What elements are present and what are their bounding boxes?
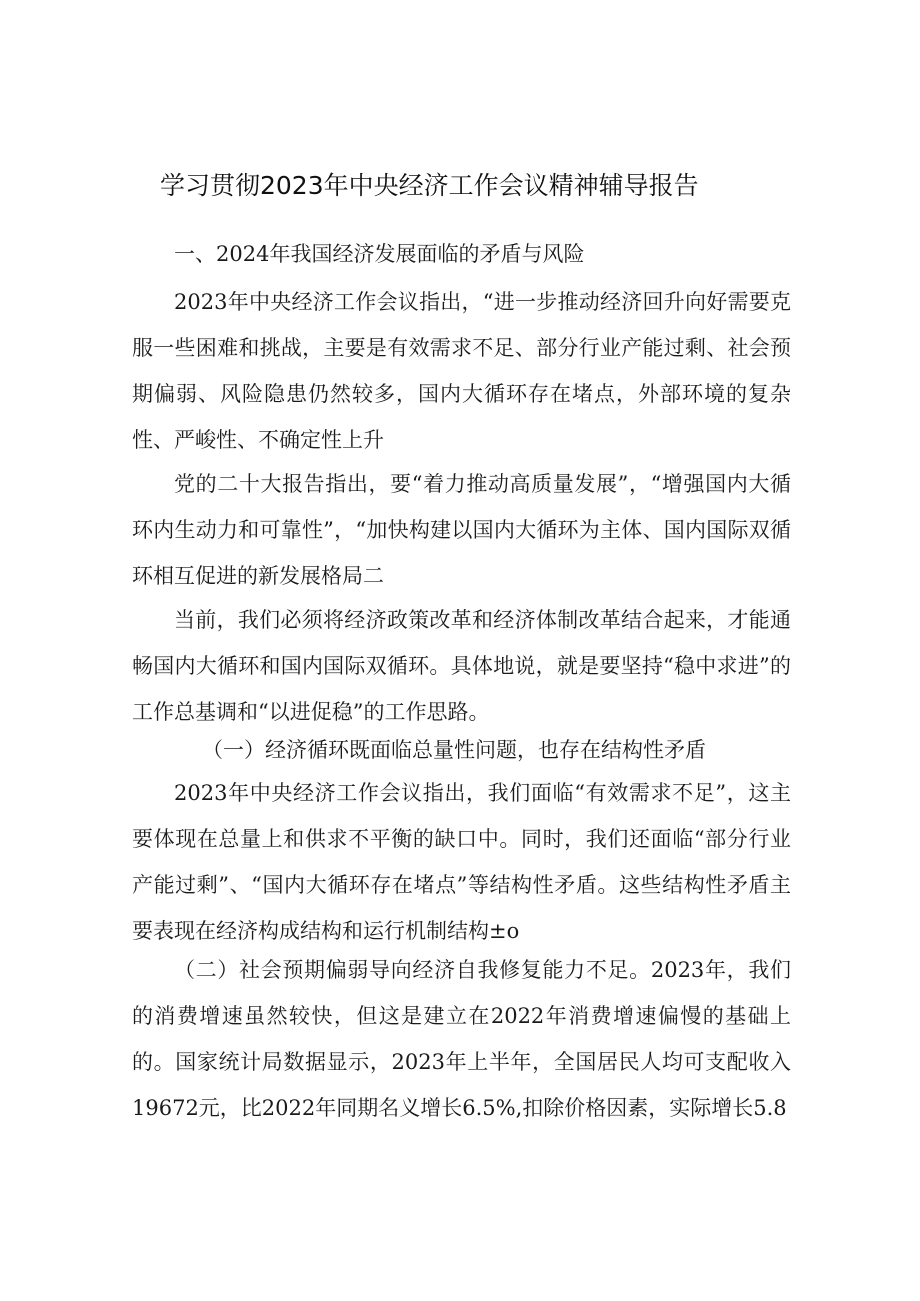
section-heading-1: 一、2024年我国经济发展面临的矛盾与风险 bbox=[174, 242, 585, 266]
document-title: 学习贯彻2023年中央经济工作会议精神辅导报告 bbox=[160, 171, 699, 200]
paragraph-5: （二）社会预期偏弱导向经济自我修复能力不足。2023年，我们的消费增速虽然较快，但这是建立在2022年消费增速偏慢的基础上的。国家统计局数据显示，2023年上半年，全国居民人均可支配收入19672元，比2022年同期名义增长6.5%,扣除价格因素，实际增长5.8 bbox=[132, 958, 791, 1120]
sub-heading-1: （一）经济循环既面临总量性问题，也存在结构性矛盾 bbox=[202, 738, 706, 762]
paragraph-4: 2023年中央经济工作会议指出，我们面临“有效需求不足”，这主要体现在总量上和供求不平衡的缺口中。同时，我们还面临“部分行业产能过剩”、“国内大循环存在堵点”等结构性矛盾。这些结构性矛盾主要表现在经济构成结构和运行机制结构±o bbox=[132, 781, 791, 943]
paragraph-2: 党的二十大报告指出，要“着力推动高质量发展”，“增强国内大循环内生动力和可靠性”，“加快构建以国内大循环为主体、国内国际双循环相互促进的新发展格局二 bbox=[132, 472, 791, 588]
paragraph-1: 2023年中央经济工作会议指出，“进一步推动经济回升向好需要克服一些困难和挑战，主要是有效需求不足、部分行业产能过剩、社会预期偏弱、风险隐患仍然较多，国内大循环存在堵点，外部环境的复杂性、严峻性、不确定性上升 bbox=[132, 290, 791, 452]
paragraph-3: 当前，我们必须将经济政策改革和经济体制改革结合起来，才能通畅国内大循环和国内国际双循环。具体地说，就是要坚持“稳中求进”的工作总基调和“以进促稳”的工作思路。 bbox=[132, 608, 791, 724]
